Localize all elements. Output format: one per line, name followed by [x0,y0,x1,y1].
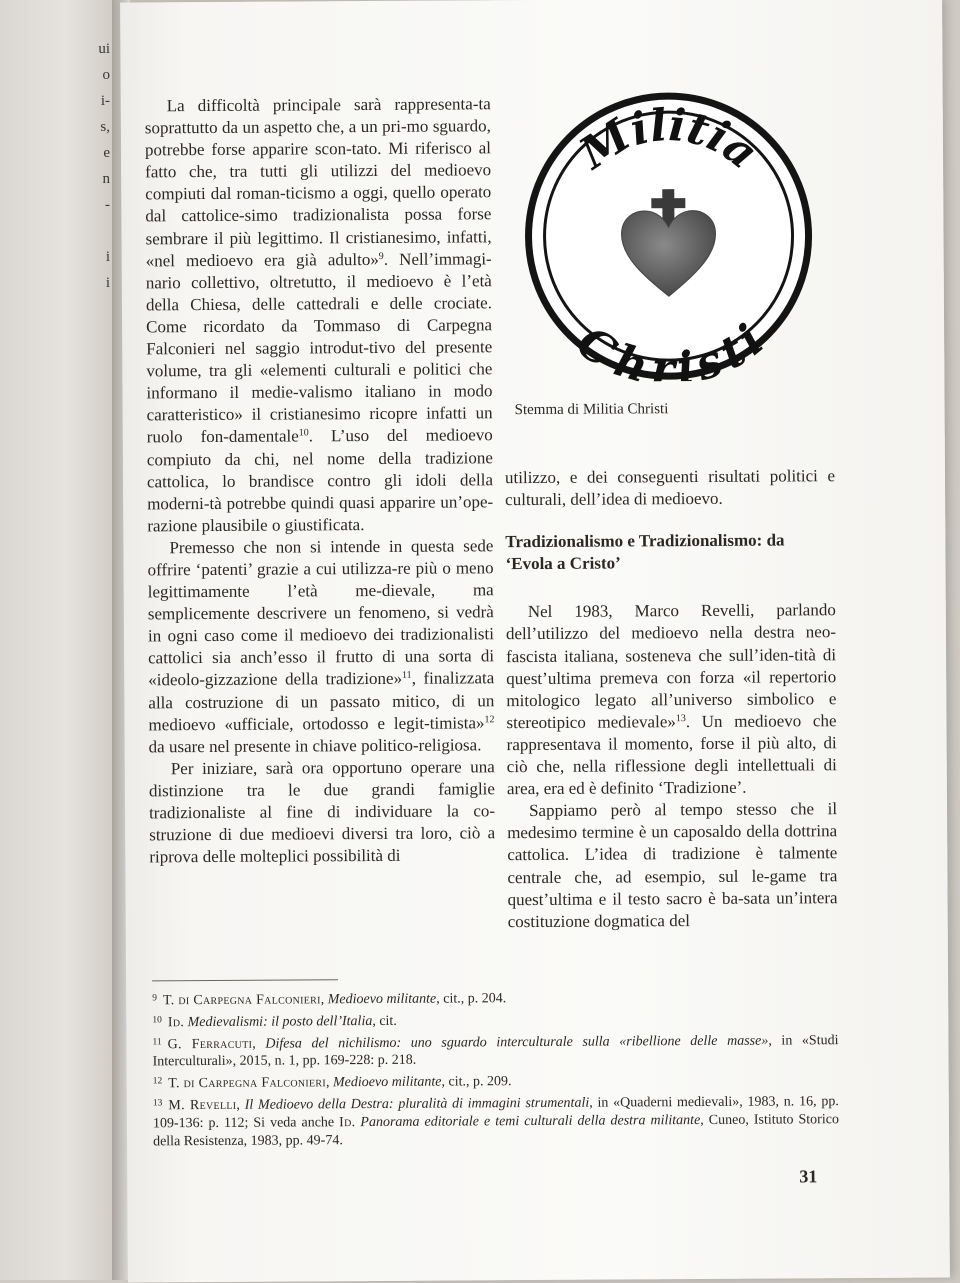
right-text-column [505,465,838,933]
edge-char: e [103,145,110,161]
edge-char: i- [100,93,110,109]
footnotes [152,986,839,1153]
text-run: , cit. [372,1013,397,1029]
footnote-author: Id. [339,1114,356,1130]
edge-char: i [105,249,110,265]
edge-char [88,218,110,244]
footnote-number: 11 [152,1036,162,1047]
text-run: . Un medioevo che rappresentava il momento, forse il più alto, di ciò che, nella riflessione degli intellettuali di area, era ed è definito ‘Tradizione’. [506,711,837,799]
text-run: , Cuneo, Istituto Storico della Resistenza, 1983, pp. 49-74. [153,1111,839,1149]
footnote-number: 12 [152,1076,163,1087]
footnote-title: Panorama editoriale e temi culturali della destra militante [360,1112,701,1130]
footnote-title: Difesa del nichilismo: uno sguardo interculturale sulla «ribellione delle masse» [265,1033,769,1052]
text-run: , [320,992,328,1008]
footnote-number: 10 [152,1015,162,1026]
section-heading: Tradizionalismo e Tradizionalismo: da ‘Evola a Cristo’ [505,530,785,574]
left-text-column [145,93,496,868]
footnote [153,1069,839,1093]
edge-char: s, [100,119,110,135]
emblem-bottom-text: Christi [567,315,774,383]
book-page [120,0,950,1282]
footnote-author: M. Revelli [168,1097,237,1114]
footnote-title: Medioevo militante [327,991,437,1008]
text-run: . L’uso del medioevo compiuto da chi, nel nome della tradizione cattolica, lo brandisce contro gli idoli della moderni-tà potrebbe quindi quasi apparire un’ope-razione plausibile o giustificata. [146,425,494,536]
paragraph: Sappiamo però al tempo stesso che il medesimo termine è un caposaldo della dottrina cattolica. L’idea di tradizione è talmente centrale che, ad esempio, sul le-game tra quest’ultima e il testo sacro è ba-sata un’intera costituzione dogmatica del [507,799,838,931]
text-run: . Nell’immagi-nario collettivo, oltretutto, il medioevo è l’età della Chiesa, delle cattedrali e delle crociate. Come ricordato da Tommaso di Carpegna Falconieri nel saggio introdut-tivo del presente volume, tra gli «elementi culturali e politici che informano il medie-valismo italiano in modo caratteristico» il cristianesimo ricopre infatti un ruolo fon-damentale [145,248,493,447]
footnote [153,1091,839,1151]
footnote-author: T. di Carpegna Falconieri [168,1075,327,1092]
text-run: , [236,1097,245,1113]
edge-char: - [105,197,110,213]
text-run: , cit., p. 204. [436,991,507,1007]
emblem-top-text: Militia [570,99,768,180]
text-run: La difficoltà principale sarà rappresenta-ta soprattutto da un aspetto che, a un pri-mo sguardo, potrebbe forse apparire scon-tato. Mi riferisco al fatto che, tra tutti gli utilizzi del medioevo compiuti dal roman-ticismo a oggi, quello operato dal cattolice-simo tradizionalista possa forse sembrare il più legittimo. Il cristianesimo, infatti, «nel medioevo era già adulto» [144,94,492,271]
footnote-author: Id. [167,1014,185,1031]
paragraph [506,600,837,801]
footnote-author: G. Ferracuti [167,1036,253,1052]
footnote-ref[interactable]: 11 [402,670,412,682]
footnote-ref[interactable]: 13 [675,712,686,724]
text-run: , in «Studi Interculturali», 2015, n. 1, pp. 169-228: p. 218. [152,1032,839,1070]
paragraph: Per iniziare, sarà ora opportuno operare una distinzione tra le due grandi famiglie tradizionaliste al fine di individuare la co-struzione di due medioevi diversi tra loro, ciò a riprova delle molteplici possibilità di [148,757,496,867]
text-run: Premesso che non si intende in questa sede offrire ‘patenti’ grazie a cui utilizza-re più o meno legittimamente l’età me-dievale, ma semplicemente descrivere un fenomeno, si vedrà in ogni caso come il medioevo dei tradizionalisti cattolici sia anch’esso il frutto di una sorta di «ideolo-gizzazione della tradizione» [147,536,495,690]
edge-char: i [105,275,110,291]
emblem-caption: Stemma di Militia Christi [514,401,669,419]
text-run: Nel 1983, Marco Revelli, parlando dell’utilizzo del medioevo nella destra neo-fascista italiana, sosteneva che sull’iden-tità di quest’ultima premeva con forza «il repertorio mitologico legato all’universo simbolico e stereotipico medievale» [505,600,837,733]
facing-page-edge-text [88,36,110,296]
footnote-ref[interactable]: 12 [484,713,495,725]
footnote-title: Il Medioevo della Destra: pluralità di immagini strumentali [244,1095,590,1113]
footnote-number: 9 [152,993,157,1004]
footnote-title: Medievalismi: il posto dell’Italia [187,1013,373,1030]
text-run: , cit., p. 209. [441,1074,512,1090]
paragraph [145,93,494,537]
edge-char: n [102,171,110,187]
footnote-ref[interactable]: 9 [378,250,384,262]
footnote-number: 13 [152,1098,163,1109]
paragraph: utilizzo, e dei conseguenti risultati politici e culturali, dell’idea di medioevo. [504,466,836,510]
militia-christi-emblem [523,90,815,382]
facing-page [0,0,118,1280]
edge-char: ui [98,41,110,57]
paragraph [147,535,494,758]
footnote-ref[interactable]: 10 [298,427,309,439]
text-run: , [325,1075,334,1091]
footnote [152,1030,838,1072]
footnote-author: T. di Carpegna Falconieri [162,992,321,1009]
footnote [152,986,838,1010]
text-run: , in «Quaderni medievali», 1983, n. 16, pp. 109-136: p. 112; Si veda anche [152,1094,839,1132]
footnote-title: Medioevo militante [332,1074,442,1091]
text-run: , finalizzata alla costruzione di un passato mitico, di un medioevo «ufficiale, ortodosso e legit-timista» [148,668,495,734]
page-number: 31 [799,1166,818,1187]
footnote-divider [152,979,338,981]
text-run: da usare nel presente in chiave politico-religiosa. [148,735,482,757]
footnote [152,1008,838,1032]
edge-char: o [102,67,110,83]
emblem-svg [523,90,815,382]
text-run: , [252,1036,266,1052]
